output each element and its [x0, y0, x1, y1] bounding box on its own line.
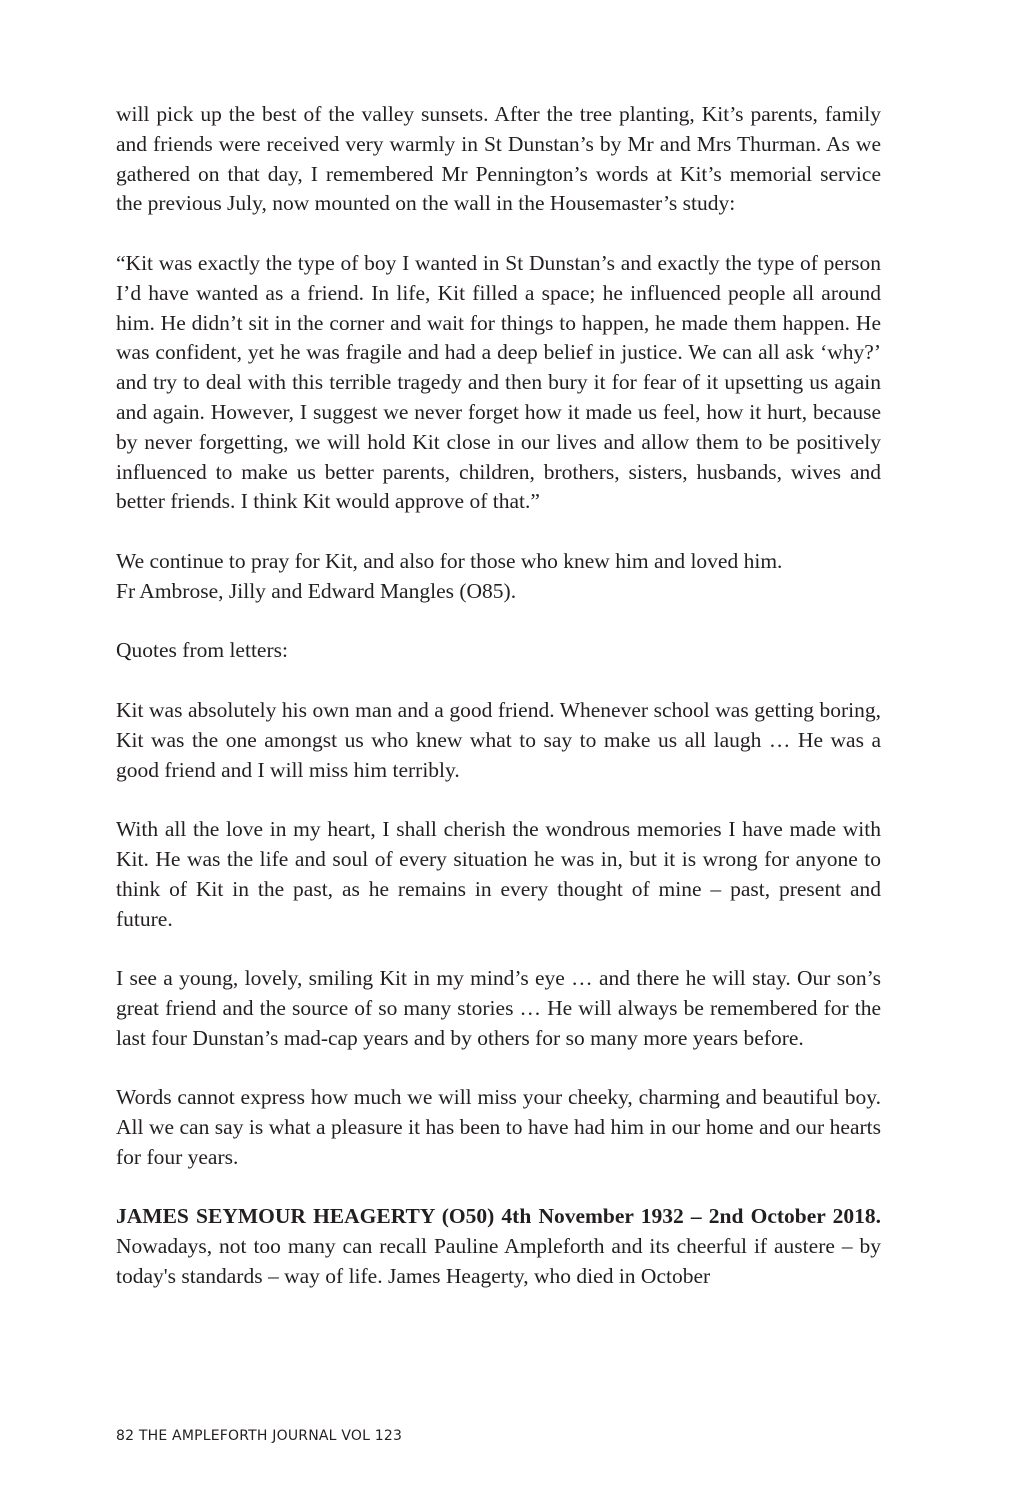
obituary-text: Nowadays, not too many can recall Pauline Ampleforth and its cheerful if austere – by today's standards – way of life. James Heagerty, who died in October: [116, 1234, 881, 1289]
paragraph-quotes-heading: Quotes from letters:: [116, 638, 288, 663]
paragraph-quote-2: With all the love in my heart, I shall cherish the wondrous memories I have made with Kit. He was the life and soul of every situation he was in, but it is wrong for anyone to think of Kit in the past, as he remains in every thought of mine – past, present and future.: [116, 817, 881, 931]
paragraph-prayer: We continue to pray for Kit, and also for those who knew him and loved him.: [116, 548, 783, 573]
paragraph-pennington-quote: “Kit was exactly the type of boy I wanted in St Dunstan’s and exactly the type of person I’d have wanted as a friend. In life, Kit filled a space; he influenced people all around him. He didn’t sit in the corner and wait for things to happen, he made them happen. He was confident, yet he was fragile and had a deep belief in justice. We can all ask ‘why?’ and try to deal with this terrible tragedy and then bury it for fear of it upsetting us again and again. However, I suggest we never forget how it made us feel, how it hurt, because by never forgetting, we will hold Kit close in our lives and allow them to be positively influenced to make us better parents, children, brothers, sisters, husbands, wives and better friends. I think Kit would approve of that.”: [116, 250, 881, 514]
paragraph-tree-planting: will pick up the best of the valley sunsets. After the tree planting, Kit’s parents, family and friends were received very warmly in St Dunstan’s by Mr and Mrs Thurman. As we gathered on that day, I remembered Mr Pennington’s words at Kit’s memorial service the previous July, now mounted on the wall in the Housemaster’s study:: [116, 102, 881, 216]
paragraph-signature: Fr Ambrose, Jilly and Edward Mangles (O85).: [116, 578, 517, 603]
page-footer: [116, 1428, 402, 1444]
obituary-heading: JAMES SEYMOUR HEAGERTY (O50) 4th November 1932 – 2nd October 2018.: [116, 1204, 881, 1229]
journal-title: THE AMPLEFORTH JOURNAL VOL 123: [138, 1428, 403, 1444]
page-body: [116, 100, 881, 1322]
paragraph-quote-1: Kit was absolutely his own man and a good friend. Whenever school was getting boring, Kit was the one amongst us who knew what to say to make us all laugh … He was a good friend and I will miss him terribly.: [116, 697, 881, 782]
paragraph-quote-4: Words cannot express how much we will miss your cheeky, charming and beautiful boy. All we can say is what a pleasure it has been to have had him in our home and our hearts for four years.: [116, 1085, 881, 1169]
paragraph-obituary-heagerty: [116, 1202, 881, 1291]
paragraph-quote-3: I see a young, lovely, smiling Kit in my mind’s eye … and there he will stay. Our son’s great friend and the source of so many stories … He will always be remembered for the last four Dunstan’s mad-cap years and by others for so many more years before.: [116, 966, 881, 1050]
page-number: 82: [116, 1428, 135, 1444]
